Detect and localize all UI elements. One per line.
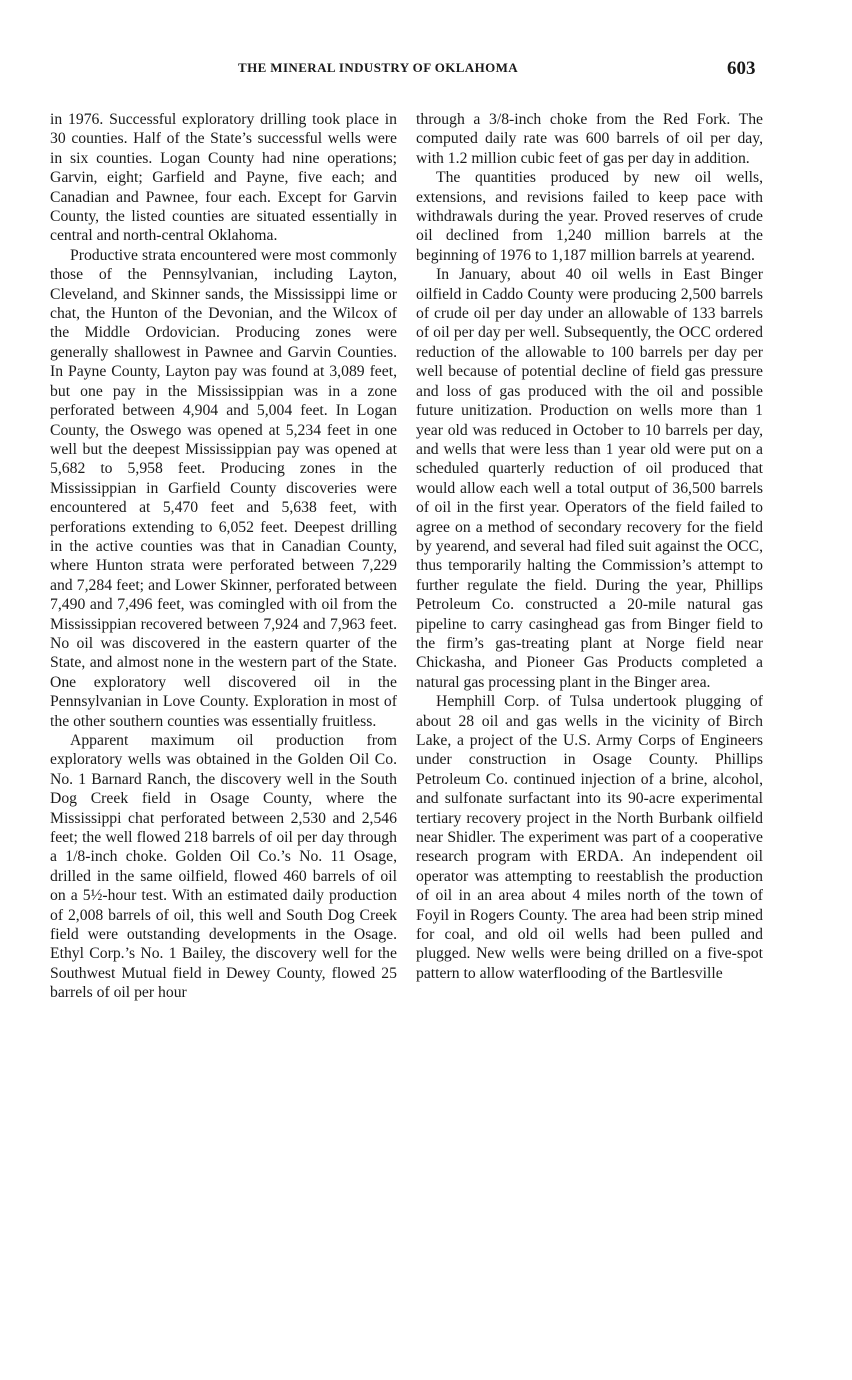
paragraph: in 1976. Successful exploratory drilling took place in 30 counties. Half of the State’s successful wells were in six counties. Logan County had nine operations; Garvin, eight; Garfield and Payne, five each; and Canadian and Pawnee, four each. Except for Garvin County, the listed counties are situated essentially in central and north-central Oklahoma.: [50, 111, 397, 245]
left-column: [50, 110, 397, 1003]
page-number: 603: [727, 58, 756, 79]
paragraph: The quantities produced by new oil wells, extensions, and revisions failed to keep pace with withdrawals during the year. Proved reserves of crude oil declined from 1,240 million barrels at the beginning of 1976 to 1,187 million barrels at yearend.: [416, 169, 763, 264]
paragraph: Productive strata encountered were most commonly those of the Pennsylvanian, including Layton, Cleveland, and Skinner sands, the Mississippi lime or chat, the Hunton of the Devonian, and the Wilcox of the Middle Ordovician. Producing zones were generally shallowest in Pawnee and Garvin Counties. In Payne County, Layton pay was found at 3,089 feet, but one pay in the Mississippian was in a zone perforated between 4,904 and 5,004 feet. In Logan County, the Oswego was opened at 5,234 feet in one well but the deepest Mississippian pay was opened at 5,682 to 5,958 feet. Producing zones in the Mississippian in Garfield County discoveries were encountered at 5,470 feet and 5,638 feet, with perforations extending to 6,052 feet. Deepest drilling in the active counties was that in Canadian County, where Hunton strata were perforated between 7,229 and 7,284 feet; and Lower Skinner, perforated between 7,490 and 7,496 feet, was comingled with oil from the Mississippian recovered between 7,924 and 7,963 feet. No oil was discovered in the eastern quarter of the State, and almost none in the western part of the State. One exploratory well discovered oil in the Pennsylvanian in Love County. Exploration in most of the other southern counties was essentially fruitless.: [50, 246, 397, 730]
page-header: [0, 58, 852, 82]
paragraph: Apparent maximum oil production from exploratory wells was obtained in the Golden Oil Co. No. 1 Barnard Ranch, the discovery well in the South Dog Creek field in Osage County, where the Mississippi chat perforated between 2,530 and 2,546 feet; the well flowed 218 barrels of oil per day through a 1/8-inch choke. Golden Oil Co.’s No. 11 Osage, drilled in the same oilfield, flowed 460 barrels of oil on a 5½-hour test. With an estimated daily production of 2,008 barrels of oil, this well and South Dog Creek field were outstanding developments in the Osage. Ethyl Corp.’s No. 1 Bailey, the discovery well for the Southwest Mutual field in Dewey County, flowed 25 barrels of oil per hour: [50, 732, 397, 1002]
right-column: [416, 110, 763, 983]
paragraph: In January, about 40 oil wells in East Binger oilfield in Caddo County were producing 2,500 barrels of crude oil per day under an allowable of 133 barrels of oil per day per well. Subsequently, the OCC ordered reduction of the allowable to 100 barrels per day per well because of potential decline of field gas pressure and loss of gas produced with the oil and possible future unitization. Production on wells more than 1 year old was reduced in October to 10 barrels per day, and wells that were less than 1 year old were put on a scheduled quarterly reduction of oil produced that would allow each well a total output of 36,500 barrels of oil in the first year. Operators of the field failed to agree on a method of secondary recovery for the field by yearend, and several had filed suit against the OCC, thus temporarily halting the Commission’s attempt to further regulate the field. During the year, Phillips Petroleum Co. constructed a 20-mile natural gas pipeline to carry casinghead gas from Binger field to the firm’s gas-treating plant at Norge field near Chickasha, and Pioneer Gas Products completed a natural gas processing plant in the Binger area.: [416, 266, 763, 691]
paragraph: through a 3/8-inch choke from the Red Fork. The computed daily rate was 600 barrels of oil per day, with 1.2 million cubic feet of gas per day in addition.: [416, 111, 763, 167]
running-title: THE MINERAL INDUSTRY OF OKLAHOMA: [238, 60, 519, 75]
paragraph: Hemphill Corp. of Tulsa undertook plugging of about 28 oil and gas wells in the vicinity of Birch Lake, a project of the U.S. Army Corps of Engineers under construction in Osage County. Phillips Petroleum Co. continued injection of a brine, alcohol, and sulfonate surfactant into its 90-acre experimental tertiary recovery project in the North Burbank oilfield near Shidler. The experiment was part of a cooperative research program with ERDA. An independent oil operator was attempting to reestablish the production of oil in an area about 4 miles north of the town of Foyil in Rogers County. The area had been strip mined for coal, and old oil wells had been pulled and plugged. New wells were being drilled on a five-spot pattern to allow waterflooding of the Bartlesville: [416, 693, 763, 982]
